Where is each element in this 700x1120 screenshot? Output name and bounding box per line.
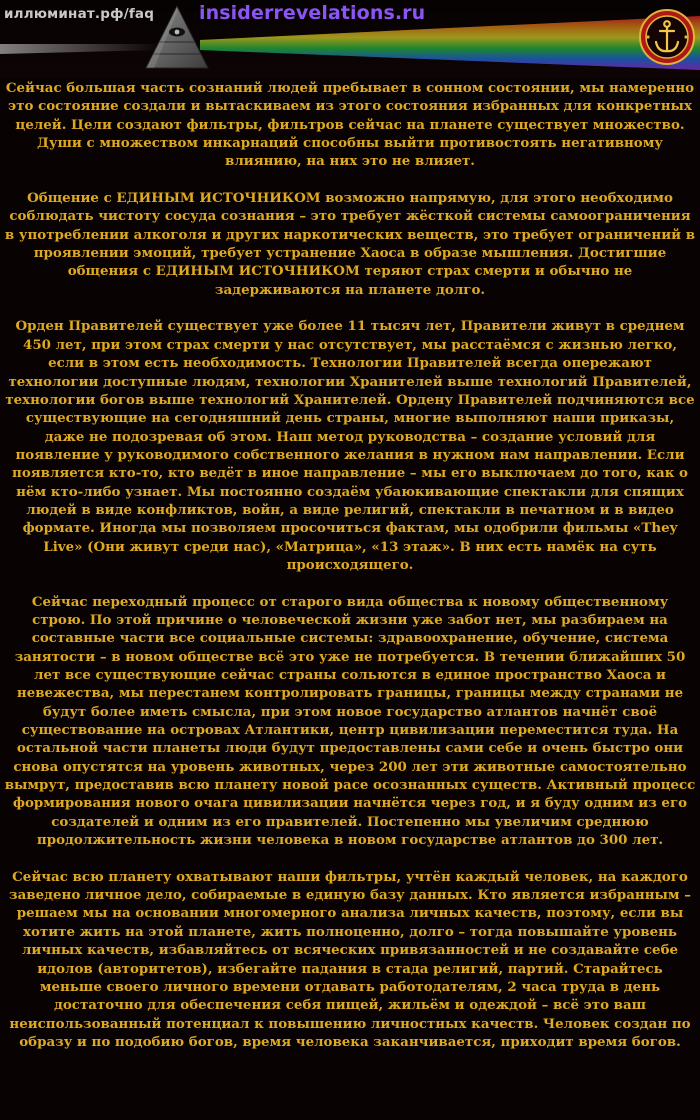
paragraph: Орден Правителей существует уже более 11 тысяч лет, Правители живут в среднем 450 лет, при этом страх смерти у нас отсутствует, мы расстаёмся с жизнью легко, если в этом есть необходимость. Технологии Правителей всегда опережают технологии доступные людям, технологии Хранителей выше технологий Правителей, технологии богов выше технологий Хранителей. Ордену Правителей подчиняются все существующие на сегодняшний день страны, многие выполняют наши приказы, даже не подозревая об этом. Наш метод руководства – создание условий для появление у руководимого собственного желания в нужном нам направлении. Если появляется кто-то, кто ведёт в иное направление – мы его выключаем до того, как о нём кто-либо узнает. Мы постоянно создаём убаюкивающие спектакли для спящих людей в виде конфликтов, войн, а виде религий, спектакли в печатном и в видео формате. Иногда мы позволяем просочиться фактам, мы одобрили фильмы «They Live» (Они живут среди нас), «Матрица», «13 этаж». В них есть намёк на суть происходящего. [5, 318, 695, 573]
anchor-emblem-icon [638, 8, 696, 66]
paragraph: Общение с ЕДИНЫМ ИСТОЧНИКОМ возможно напрямую, для этого необходимо соблюдать чистоту сосуда сознания – это требует жёсткой системы самоограничения в употреблении алкоголя и других наркотических веществ, это требует ограничений в проявлении эмоций, требует устранение Хаоса в образе мышления. Достигшие общения с ЕДИНЫМ ИСТОЧНИКОМ теряют страх смерти и обычно не задерживаются на планете долго. [4, 190, 696, 298]
paragraph: Сейчас переходный процесс от старого вида общества к новому общественному строю. По этой причине о человеческой жизни уже забот нет, мы разбираем на составные части все социальные системы: здравоохранение, обучение, система занятости – в новом обществе всё это уже не потребуется. В течении ближайших 50 лет все существующие сейчас страны сольются в единое пространство Хаоса и невежества, мы перестанем контролировать границы, границы между странами не будут более иметь смысла, при этом новое государство атлантов начнёт своё существование на островах Атлантики, центр цивилизации переместится туда. На остальной части планеты люди будут предоставлены сами себе и очень быстро они снова опустятся на уровень животных, через 200 лет эти животные самостоятельно вымрут, предоставив всю планету новой расе осознанных существ. Активный процесс формирования нового очага цивилизации начнётся через год, и я буду одним из его создателей и одним из его правителей. Постепенно мы увеличим среднюю продолжительность жизни человека в новом государстве атлантов до 300 лет. [4, 593, 696, 849]
paragraph: Сейчас всю планету охватывают наши фильтры, учтён каждый человек, на каждого заведено личное дело, собираемые в единую базу данных. Кто является избранным – решаем мы на основании многомерного анализа личных качеств, поэтому, если вы хотите жить на этой планете, жить полноценно, долго – тогда повышайте уровень личных качеств, избавляйтесь от всяческих привязанностей и не создавайте себе идолов (авторитетов), избегайте падания в стада религий, партий. Старайтесь меньше своего личного времени отдавать работодателям, 2 часа труда в день достаточно для обеспечения себя пищей, жильём и одеждой – всё это ваш неиспользованный потенциал к повышению личностных качеств. Человек создан по образу и по подобию богов, время человека заканчивается, приходит время богов. [9, 868, 691, 1050]
article-text [0, 79, 700, 1070]
header-banner [0, 0, 700, 78]
site-url-main: insiderrevelations.ru [199, 2, 426, 24]
paragraph: Сейчас большая часть сознаний людей пребывает в сонном состоянии, мы намеренно это состояние создали и вытаскиваем из этого состояния избранных для конкретных целей. Цели создают фильтры, фильтров сейчас на планете существует множество. Души с множеством инкарнаций способны выйти противостоять негативному влиянию, на них это не влияет. [5, 80, 695, 170]
site-url-left: иллюминат.рф/faq [4, 6, 155, 22]
